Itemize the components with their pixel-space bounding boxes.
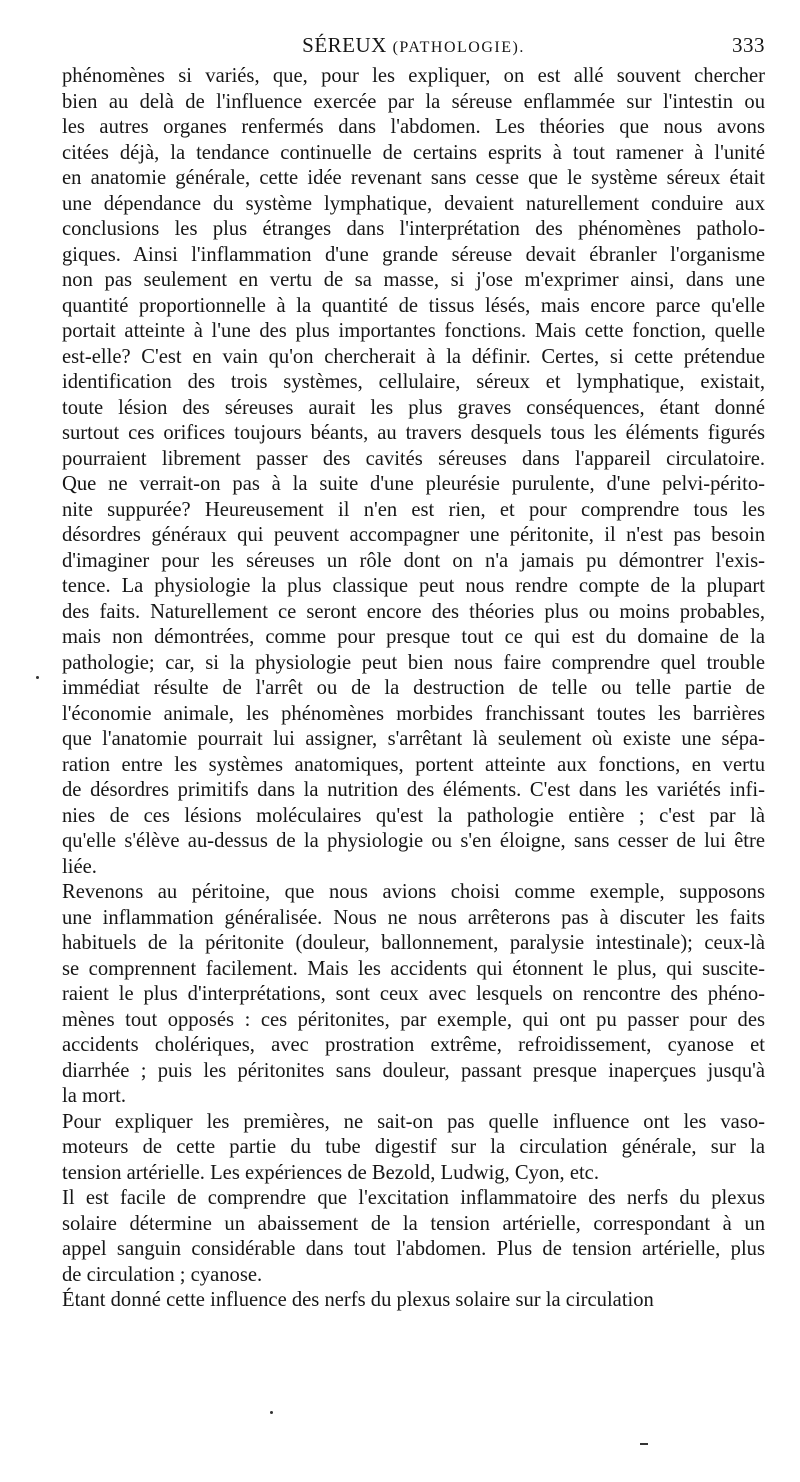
text-line: la mort. — [62, 1085, 127, 1107]
text-line: giques. Ainsi l'inflammation d'une grande séreuse devait ébranler l'organisme — [62, 243, 765, 266]
text-line: moteurs de cette partie du tube digestif sur la circulation générale, sur la — [62, 1136, 765, 1158]
text-line: accidents cholériques, avec prostration extrême, refroidissement, cyanose et — [62, 1034, 765, 1056]
text-line: des faits. Naturellement ce seront encore des théories plus ou moins probables, — [62, 600, 765, 623]
text-line: toute lésion des séreuses aurait les plus graves conséquences, étant donné — [62, 396, 765, 419]
text-line: une inflammation généralisée. Nous ne nous arrêterons pas à discuter les faits — [62, 906, 765, 929]
text-line: portait atteinte à l'une des plus importantes fonctions. Mais cette fonction, quelle — [62, 320, 765, 342]
text-line: immédiat résulte de l'arrêt ou de la destruction de telle ou telle partie de — [62, 677, 765, 699]
body-text — [62, 64, 765, 1314]
text-line: solaire détermine un abaissement de la tension artérielle, correspondant à un — [62, 1212, 765, 1235]
text-line: tence. La physiologie la plus classique peut nous rendre compte de la plupart — [62, 575, 765, 597]
text-line: citées déjà, la tendance continuelle de certains esprits à tout ramener à l'unité — [62, 141, 765, 164]
text-line: habituels de la péritonite (douleur, ballonnement, paralysie intestinale); ceux-là — [62, 932, 765, 954]
text-line: pathologie; car, si la physiologie peut bien nous faire comprendre quel trouble — [62, 651, 765, 674]
page — [62, 30, 765, 1314]
text-line: non pas seulement en vertu de sa masse, si j'ose m'exprimer ainsi, dans une — [62, 269, 765, 291]
running-title — [62, 30, 765, 63]
text-line: liée. — [62, 855, 97, 878]
text-line: diarrhée ; puis les péritonites sans douleur, passant presque inaperçues jusqu'à — [62, 1059, 765, 1082]
running-title-sub: (PATHOLOGIE). — [392, 39, 525, 56]
running-head — [62, 30, 765, 60]
print-speck — [36, 676, 39, 679]
text-line: mais non démontrées, comme pour presque tout ce qui est du domaine de la — [62, 626, 765, 648]
text-line: désordres généraux qui peuvent accompagner une péritonite, il n'est pas besoin — [62, 524, 765, 546]
text-line: nite suppurée? Heureusement il n'en est rien, et pour comprendre tous les — [62, 498, 765, 521]
text-line: mènes tout opposés : ces péritonites, par exemple, qui ont pu passer pour des — [62, 1008, 765, 1031]
running-title-main: SÉREUX — [302, 33, 387, 57]
text-line: les autres organes renfermés dans l'abdomen. Les théories que nous avons — [62, 116, 765, 138]
paragraph — [62, 880, 765, 1110]
text-line: que l'anatomie pourrait lui assigner, s'arrêtant là seulement où existe une sépa- — [62, 728, 765, 750]
text-line: pourraient librement passer des cavités séreuses dans l'appareil circulatoire. — [62, 447, 765, 470]
text-line: Revenons au péritoine, que nous avions choisi comme exemple, supposons — [62, 881, 765, 903]
page-number: 333 — [732, 33, 765, 57]
text-line: se comprennent facilement. Mais les accidents qui étonnent le plus, qui suscite- — [62, 957, 765, 980]
text-line: de désordres primitifs dans la nutrition des éléments. C'est dans les variétés infi- — [62, 779, 765, 801]
text-line: identification des trois systèmes, cellulaire, séreux et lymphatique, existait, — [62, 371, 765, 393]
text-line: ration entre les systèmes anatomiques, portent atteinte aux fonctions, en vertu — [62, 753, 765, 776]
text-line: quantité proportionnelle à la quantité de tissus lésés, mais encore parce qu'elle — [62, 294, 765, 317]
paragraph — [62, 1186, 765, 1288]
paragraph — [62, 1110, 765, 1187]
text-line: l'économie animale, les phénomènes morbides franchissant toutes les barrières — [62, 702, 765, 725]
text-line: Pour expliquer les premières, ne sait-on pas quelle influence ont les vaso- — [62, 1110, 765, 1133]
text-line: Que ne verrait-on pas à la suite d'une pleurésie purulente, d'une pelvi-périto- — [62, 473, 765, 495]
text-line: est-elle? C'est en vain qu'on chercherait à la définir. Certes, si cette prétendue — [62, 345, 765, 368]
text-line: en anatomie générale, cette idée revenant sans cesse que le système séreux était — [62, 167, 765, 189]
text-line: appel sanguin considérable dans tout l'abdomen. Plus de tension artérielle, plus — [62, 1238, 765, 1260]
print-speck — [270, 1411, 273, 1414]
text-line: raient le plus d'interprétations, sont ceux avec lesquels on rencontre des phéno- — [62, 983, 765, 1005]
text-line: Étant donné cette influence des nerfs du plexus solaire sur la circulation — [62, 1289, 654, 1311]
text-line: d'imaginer pour les séreuses un rôle dont on n'a jamais pu démontrer l'exis- — [62, 549, 765, 572]
text-line: de circulation ; cyanose. — [62, 1263, 263, 1286]
text-line: bien au delà de l'influence exercée par la séreuse enflammée sur l'intestin ou — [62, 90, 765, 113]
text-line: nies de ces lésions moléculaires qu'est la pathologie entière ; c'est par là — [62, 804, 765, 827]
text-line: une dépendance du système lymphatique, devaient naturellement conduire aux — [62, 192, 765, 215]
text-line: phénomènes si variés, que, pour les expliquer, on est allé souvent chercher — [62, 65, 765, 87]
text-line: qu'elle s'élève au-dessus de la physiologie ou s'en éloigne, sans cesser de lui être — [62, 830, 765, 852]
text-line: Il est facile de comprendre que l'excitation inflammatoire des nerfs du plexus — [62, 1187, 765, 1209]
print-speck — [640, 1443, 648, 1445]
text-line: tension artérielle. Les expériences de Bezold, Ludwig, Cyon, etc. — [62, 1161, 599, 1184]
paragraph — [62, 64, 765, 880]
paragraph — [62, 1288, 765, 1314]
text-line: surtout ces orifices toujours béants, au travers desquels tous les éléments figurés — [62, 422, 765, 444]
text-line: conclusions les plus étranges dans l'interprétation des phénomènes patholo- — [62, 218, 765, 240]
